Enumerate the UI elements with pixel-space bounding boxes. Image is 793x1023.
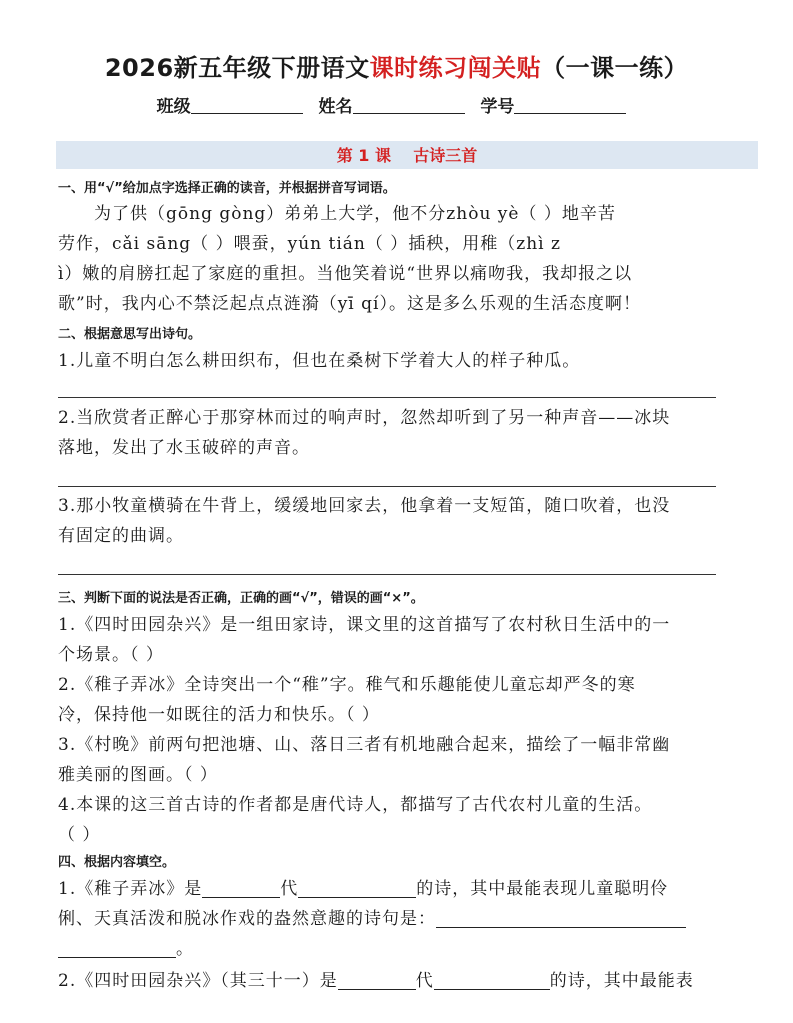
judge-item: 1.《四时田园杂兴》是一组田家诗，课文里的这首描写了农村秋日生活中的一: [58, 615, 671, 635]
fill-text: 的诗，其中最能表现儿童聪明伶: [416, 879, 669, 899]
section1-line: 歌”时，我内心不禁泛起点点涟漪（yī qí）。这是多么乐观的生活态度啊！: [58, 294, 641, 314]
fill-blank[interactable]: [434, 971, 550, 990]
class-blank[interactable]: [191, 97, 303, 114]
fill-line: [58, 934, 758, 964]
id-label: 学号: [480, 97, 515, 117]
title-suffix: （一课一练）: [541, 54, 689, 82]
fill-text: 代: [415, 971, 434, 991]
section1-heading: 一、用“√”给加点字选择正确的读音，并根据拼音写词语。: [58, 181, 396, 196]
fill-text: 代: [280, 879, 299, 899]
fill-blank[interactable]: [58, 939, 176, 958]
fill-blank[interactable]: [436, 909, 686, 928]
fill-text: 1.《稚子弄冰》是: [58, 879, 203, 899]
fill-text: 2.《四时田园杂兴》（其三十一）是: [58, 971, 338, 991]
section4-q1: [58, 874, 758, 964]
question-text: 落地，发出了水玉破碎的声音。: [58, 438, 310, 458]
section1-paragraph: [58, 199, 748, 319]
fill-line: [58, 874, 758, 904]
fill-text: 俐、天真活泼和脱冰作戏的盎然意趣的诗句是：: [58, 909, 436, 929]
section1-line: 为了供（gōng gòng）弟弟上大学，他不分zhòu yè（ ）地辛苦: [58, 204, 616, 224]
judge-item: 个场景。（ ）: [58, 645, 164, 665]
judge-item: 4.本课的这三首古诗的作者都是唐代诗人，都描写了古代农村儿童的生活。: [58, 795, 653, 815]
section2-q3: [58, 491, 748, 551]
fill-line: [58, 904, 758, 934]
section4-heading: 四、根据内容填空。: [58, 855, 176, 870]
question-text: 有固定的曲调。: [58, 526, 184, 546]
judge-item: 雅美丽的图画。（ ）: [58, 765, 218, 785]
fill-text: 的诗，其中最能表: [549, 971, 694, 991]
fill-line: [58, 966, 758, 996]
question-text: 3.那小牧童横骑在牛背上，缓缓地回家去，他拿着一支短笛，随口吹着，也没: [58, 496, 671, 516]
id-blank[interactable]: [514, 97, 626, 114]
answer-line[interactable]: [58, 574, 716, 575]
section1-line: 劳作，cǎi sāng（ ）喂蚕，yún tián（ ）插秧，用稚（zhì z: [58, 234, 561, 254]
fill-blank[interactable]: [338, 971, 416, 990]
section3-heading: 三、判断下面的说法是否正确，正确的画“√”，错误的画“×”。: [58, 591, 424, 606]
title-highlight: 课时练习闯关贴: [369, 54, 542, 82]
section2-heading: 二、根据意思写出诗句。: [58, 327, 202, 342]
fill-blank[interactable]: [202, 879, 280, 898]
name-blank[interactable]: [353, 97, 465, 114]
judge-item: 2.《稚子弄冰》全诗突出一个“稚”字。稚气和乐趣能使儿童忘却严冬的寒: [58, 675, 636, 695]
judge-item: 冷，保持他一如既往的活力和快乐。（ ）: [58, 705, 380, 725]
fill-text: 。: [176, 939, 194, 959]
section2-q2: [58, 403, 748, 463]
section4-q2: [58, 966, 758, 996]
section3-items: [58, 610, 748, 850]
answer-line[interactable]: [58, 486, 716, 487]
lesson-title-bar: 第 1 课 古诗三首: [56, 141, 758, 169]
question-text: 1.儿童不明白怎么耕田织布，但也在桑树下学着大人的样子种瓜。: [58, 351, 581, 371]
fill-blank[interactable]: [298, 879, 416, 898]
answer-line[interactable]: [58, 397, 716, 398]
section1-line: ì）嫩的肩膀扛起了家庭的重担。当他笑着说“世界以痛吻我，我却报之以: [58, 264, 633, 284]
title-prefix: 2026新五年级下册语文: [104, 54, 370, 82]
section2-q1: [58, 346, 748, 376]
question-text: 2.当欣赏者正醉心于那穿林而过的响声时，忽然却听到了另一种声音——冰块: [58, 408, 671, 428]
judge-item: 3.《村晚》前两句把池塘、山、落日三者有机地融合起来，描绘了一幅非常幽: [58, 735, 671, 755]
page-title: [0, 48, 793, 83]
student-info-row: [0, 92, 793, 117]
class-label: 班级: [156, 97, 191, 117]
judge-item: （ ）: [58, 825, 101, 845]
name-label: 姓名: [318, 97, 353, 117]
